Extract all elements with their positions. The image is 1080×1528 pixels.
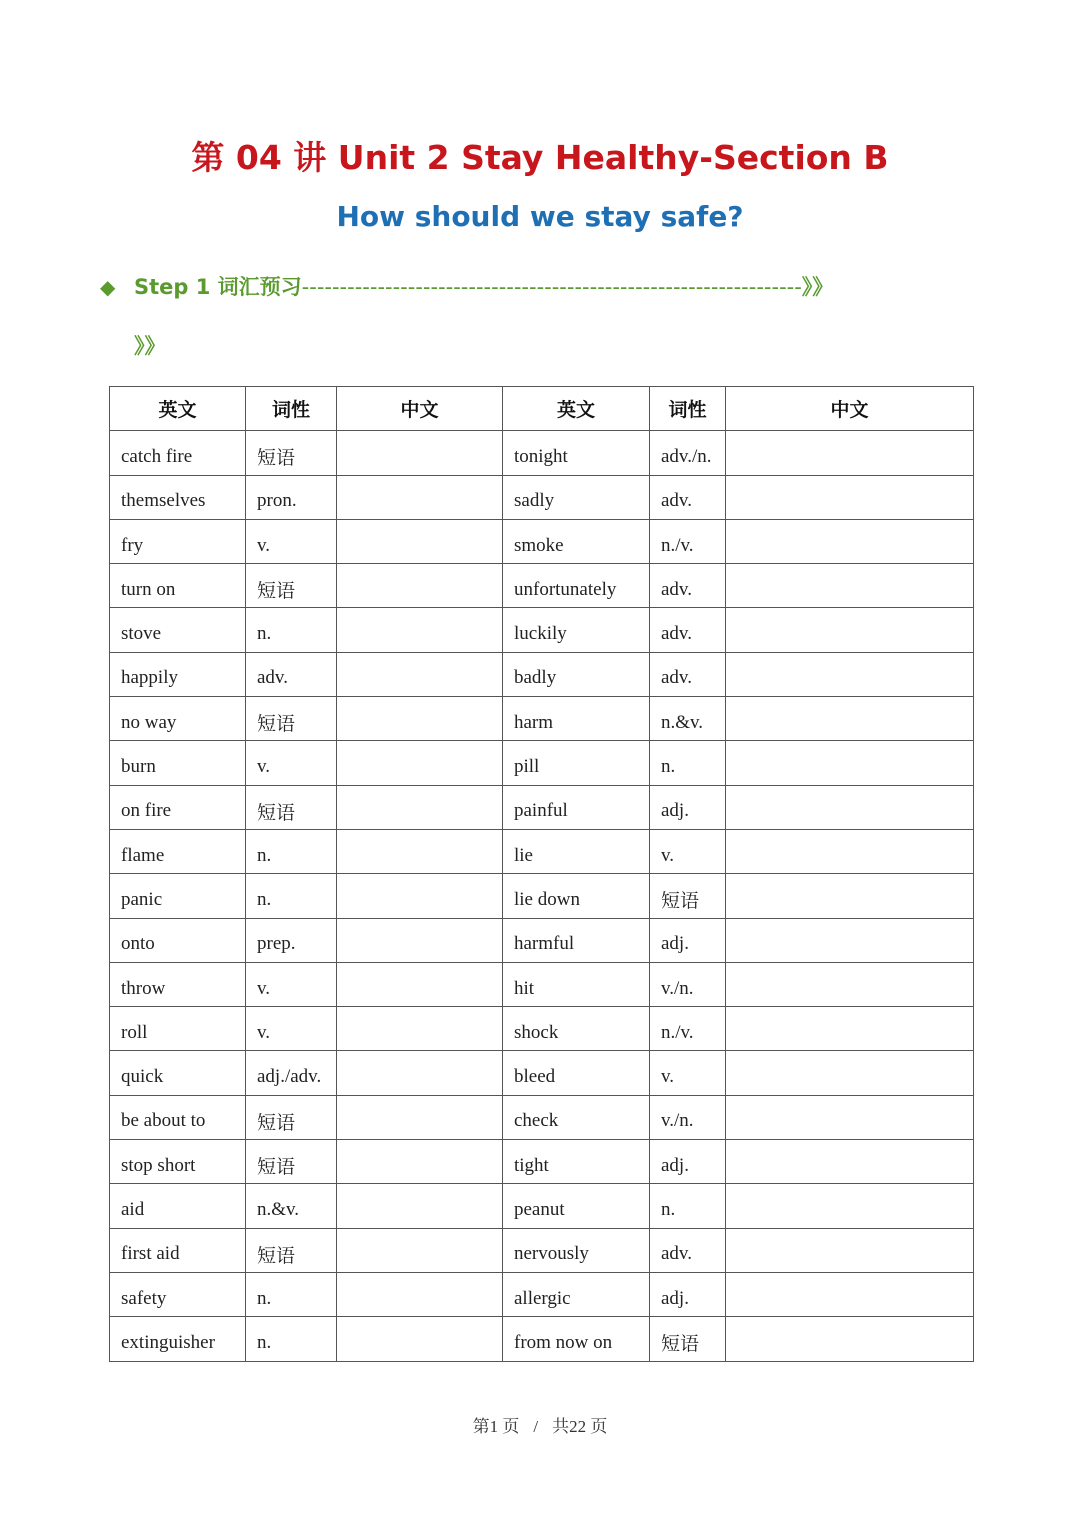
table-row xyxy=(110,829,974,873)
english-cell: onto xyxy=(110,918,246,962)
english-cell: shock xyxy=(503,1007,650,1051)
footer-current-page: 第1 页 xyxy=(472,1417,520,1436)
english-cell: badly xyxy=(503,652,650,696)
footer-total-pages: 共22 页 xyxy=(552,1417,608,1436)
english-cell: nervously xyxy=(503,1228,650,1272)
chinese-cell xyxy=(337,1228,503,1272)
part-of-speech-cell: adv. xyxy=(650,608,726,652)
english-cell: happily xyxy=(110,652,246,696)
part-of-speech-cell: adv. xyxy=(246,652,337,696)
english-cell: extinguisher xyxy=(110,1317,246,1361)
table-row xyxy=(110,874,974,918)
english-cell: no way xyxy=(110,697,246,741)
english-cell: lie down xyxy=(503,874,650,918)
step-dashes: ------------------------------------------------------------------ xyxy=(301,275,802,299)
part-of-speech-cell: n.&v. xyxy=(246,1184,337,1228)
chinese-cell xyxy=(337,475,503,519)
step-continuation: 》》 xyxy=(134,334,166,358)
column-header: 词性 xyxy=(650,387,726,431)
chinese-cell xyxy=(726,785,974,829)
part-of-speech-cell: n. xyxy=(246,1272,337,1316)
part-of-speech-cell: n. xyxy=(246,829,337,873)
english-cell: lie xyxy=(503,829,650,873)
part-of-speech-cell: n. xyxy=(246,608,337,652)
english-cell: burn xyxy=(110,741,246,785)
chinese-cell xyxy=(726,1317,974,1361)
chinese-cell xyxy=(726,1051,974,1095)
chinese-cell xyxy=(726,1272,974,1316)
table-header xyxy=(110,387,974,431)
english-cell: hit xyxy=(503,962,650,1006)
vocabulary-table xyxy=(109,386,974,1362)
column-header: 英文 xyxy=(503,387,650,431)
english-cell: throw xyxy=(110,962,246,1006)
table-row xyxy=(110,962,974,1006)
chinese-cell xyxy=(337,918,503,962)
part-of-speech-cell: adv. xyxy=(650,652,726,696)
chinese-cell xyxy=(337,1095,503,1139)
chinese-cell xyxy=(337,1140,503,1184)
part-of-speech-cell: adj. xyxy=(650,1140,726,1184)
part-of-speech-cell: 短语 xyxy=(246,564,337,608)
part-of-speech-cell: n. xyxy=(650,741,726,785)
chinese-cell xyxy=(726,608,974,652)
column-header: 中文 xyxy=(337,387,503,431)
english-cell: aid xyxy=(110,1184,246,1228)
english-cell: turn on xyxy=(110,564,246,608)
chinese-cell xyxy=(726,1184,974,1228)
english-cell: smoke xyxy=(503,519,650,563)
chinese-cell xyxy=(337,519,503,563)
english-cell: harmful xyxy=(503,918,650,962)
chinese-cell xyxy=(337,1051,503,1095)
step-arrow-end: 》》 xyxy=(801,275,834,299)
english-cell: flame xyxy=(110,829,246,873)
chinese-cell xyxy=(337,431,503,475)
english-cell: tonight xyxy=(503,431,650,475)
english-cell: luckily xyxy=(503,608,650,652)
part-of-speech-cell: v. xyxy=(650,1051,726,1095)
part-of-speech-cell: v./n. xyxy=(650,1095,726,1139)
english-cell: unfortunately xyxy=(503,564,650,608)
chinese-cell xyxy=(726,918,974,962)
english-cell: allergic xyxy=(503,1272,650,1316)
chinese-cell xyxy=(337,1007,503,1051)
chinese-cell xyxy=(337,564,503,608)
english-cell: harm xyxy=(503,697,650,741)
english-cell: tight xyxy=(503,1140,650,1184)
chinese-cell xyxy=(726,741,974,785)
chinese-cell xyxy=(726,564,974,608)
part-of-speech-cell: pron. xyxy=(246,475,337,519)
table-row xyxy=(110,1317,974,1361)
english-cell: fry xyxy=(110,519,246,563)
part-of-speech-cell: n./v. xyxy=(650,519,726,563)
part-of-speech-cell: v./n. xyxy=(650,962,726,1006)
table-row xyxy=(110,1007,974,1051)
table-row xyxy=(110,1272,974,1316)
chinese-cell xyxy=(337,874,503,918)
table-row xyxy=(110,697,974,741)
chinese-cell xyxy=(337,697,503,741)
part-of-speech-cell: adv. xyxy=(650,475,726,519)
chinese-cell xyxy=(337,608,503,652)
english-cell: painful xyxy=(503,785,650,829)
chinese-cell xyxy=(726,475,974,519)
part-of-speech-cell: v. xyxy=(246,519,337,563)
part-of-speech-cell: 短语 xyxy=(246,697,337,741)
english-cell: roll xyxy=(110,1007,246,1051)
part-of-speech-cell: 短语 xyxy=(650,1317,726,1361)
part-of-speech-cell: adv. xyxy=(650,564,726,608)
chinese-cell xyxy=(726,1140,974,1184)
column-header: 中文 xyxy=(726,387,974,431)
table-row xyxy=(110,475,974,519)
chinese-cell xyxy=(337,1317,503,1361)
table-row xyxy=(110,519,974,563)
footer-separator: / xyxy=(533,1417,539,1436)
chinese-cell xyxy=(726,1095,974,1139)
chinese-cell xyxy=(726,874,974,918)
english-cell: themselves xyxy=(110,475,246,519)
english-cell: from now on xyxy=(503,1317,650,1361)
english-cell: sadly xyxy=(503,475,650,519)
page-title: 第 04 讲 Unit 2 Stay Healthy-Section B xyxy=(191,138,889,177)
part-of-speech-cell: n./v. xyxy=(650,1007,726,1051)
english-cell: catch fire xyxy=(110,431,246,475)
diamond-bullet-icon: ◆ xyxy=(100,275,116,299)
english-cell: quick xyxy=(110,1051,246,1095)
table-row xyxy=(110,1228,974,1272)
part-of-speech-cell: prep. xyxy=(246,918,337,962)
chinese-cell xyxy=(337,962,503,1006)
part-of-speech-cell: v. xyxy=(246,1007,337,1051)
column-header: 英文 xyxy=(110,387,246,431)
chinese-cell xyxy=(337,741,503,785)
table-row xyxy=(110,1095,974,1139)
table-row xyxy=(110,1051,974,1095)
table-row xyxy=(110,652,974,696)
part-of-speech-cell: n.&v. xyxy=(650,697,726,741)
page-footer xyxy=(0,1414,1080,1440)
part-of-speech-cell: 短语 xyxy=(246,785,337,829)
part-of-speech-cell: 短语 xyxy=(246,1140,337,1184)
page-subtitle: How should we stay safe? xyxy=(336,200,744,233)
english-cell: on fire xyxy=(110,785,246,829)
english-cell: stove xyxy=(110,608,246,652)
english-cell: stop short xyxy=(110,1140,246,1184)
table-row xyxy=(110,1140,974,1184)
english-cell: first aid xyxy=(110,1228,246,1272)
part-of-speech-cell: adj. xyxy=(650,1272,726,1316)
english-cell: pill xyxy=(503,741,650,785)
part-of-speech-cell: adj. xyxy=(650,785,726,829)
chinese-cell xyxy=(337,1272,503,1316)
chinese-cell xyxy=(726,519,974,563)
column-header: 词性 xyxy=(246,387,337,431)
part-of-speech-cell: v. xyxy=(650,829,726,873)
chinese-cell xyxy=(726,652,974,696)
english-cell: panic xyxy=(110,874,246,918)
part-of-speech-cell: 短语 xyxy=(246,1095,337,1139)
part-of-speech-cell: adv./n. xyxy=(650,431,726,475)
part-of-speech-cell: adj. xyxy=(650,918,726,962)
step-heading xyxy=(100,268,980,306)
part-of-speech-cell: 短语 xyxy=(246,1228,337,1272)
chinese-cell xyxy=(726,1228,974,1272)
chinese-cell xyxy=(337,829,503,873)
part-of-speech-cell: v. xyxy=(246,741,337,785)
table-row xyxy=(110,741,974,785)
table-header-row xyxy=(110,387,974,431)
part-of-speech-cell: 短语 xyxy=(650,874,726,918)
english-cell: check xyxy=(503,1095,650,1139)
part-of-speech-cell: 短语 xyxy=(246,431,337,475)
step-label: Step 1 词汇预习 xyxy=(134,275,302,299)
table-row xyxy=(110,431,974,475)
part-of-speech-cell: n. xyxy=(246,874,337,918)
english-cell: bleed xyxy=(503,1051,650,1095)
english-cell: be about to xyxy=(110,1095,246,1139)
chinese-cell xyxy=(726,431,974,475)
part-of-speech-cell: adj./adv. xyxy=(246,1051,337,1095)
table-body xyxy=(110,431,974,1361)
table-row xyxy=(110,785,974,829)
chinese-cell xyxy=(726,829,974,873)
chinese-cell xyxy=(337,652,503,696)
english-cell: peanut xyxy=(503,1184,650,1228)
part-of-speech-cell: n. xyxy=(650,1184,726,1228)
table-row xyxy=(110,608,974,652)
table-row xyxy=(110,1184,974,1228)
chinese-cell xyxy=(726,1007,974,1051)
chinese-cell xyxy=(337,785,503,829)
chinese-cell xyxy=(726,962,974,1006)
part-of-speech-cell: n. xyxy=(246,1317,337,1361)
table-row xyxy=(110,564,974,608)
chinese-cell xyxy=(726,697,974,741)
english-cell: safety xyxy=(110,1272,246,1316)
chinese-cell xyxy=(337,1184,503,1228)
part-of-speech-cell: v. xyxy=(246,962,337,1006)
part-of-speech-cell: adv. xyxy=(650,1228,726,1272)
table-row xyxy=(110,918,974,962)
